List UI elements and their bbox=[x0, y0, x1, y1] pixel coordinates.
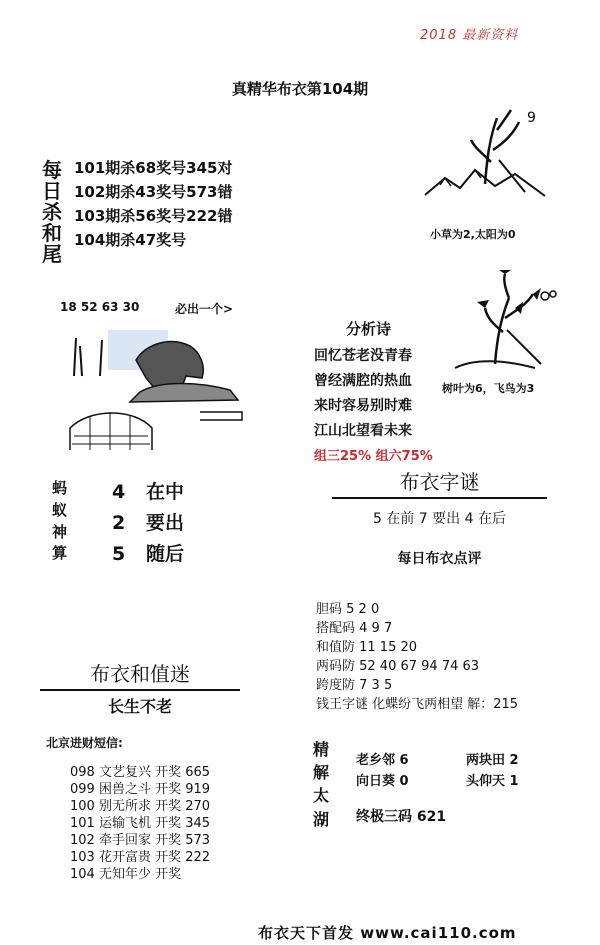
ant-rows bbox=[112, 477, 184, 570]
picture-right-1-caption: 小草为2,太阳为0 bbox=[430, 228, 516, 241]
rock-icon bbox=[130, 384, 238, 403]
daily-kill-label-char: 每 bbox=[42, 158, 62, 182]
review-line: 胆码 5 2 0 bbox=[316, 602, 380, 617]
jingjie-final: 终极三码 621 bbox=[356, 809, 447, 825]
riddle-text: 5 在前 7 要出 4 在后 bbox=[373, 511, 506, 527]
jingjie-clue: 两块田 2 bbox=[466, 753, 519, 768]
hezhi-heading: 布衣和值迷 bbox=[40, 658, 240, 691]
ant-label bbox=[52, 478, 70, 565]
jingjie-clue: 头仰天 1 bbox=[466, 774, 519, 789]
ant-row bbox=[112, 508, 184, 539]
jingjie-row bbox=[356, 771, 576, 792]
beijing-line: 099 困兽之斗 开奖 919 bbox=[70, 782, 211, 797]
review-line: 搭配码 4 9 7 bbox=[316, 621, 393, 636]
review-line: 两码防 52 40 67 94 74 63 bbox=[316, 659, 480, 674]
jingjie-block bbox=[356, 750, 576, 826]
footer-site: 布衣天下首发 www.cai110.com bbox=[258, 924, 517, 942]
branch-icon bbox=[485, 274, 533, 364]
daily-kill-label-char: 杀 bbox=[42, 200, 62, 224]
hezhi-answer: 长生不老 bbox=[107, 697, 172, 716]
daily-kill-label bbox=[42, 160, 64, 265]
jingjie-clue: 向日葵 0 bbox=[356, 774, 409, 789]
beast-caption-hint: 必出一个> bbox=[175, 302, 234, 316]
beast-scene-icon bbox=[60, 316, 250, 450]
daily-kill-label-char: 尾 bbox=[42, 242, 62, 266]
jingjie-clue: 老乡邻 6 bbox=[356, 753, 409, 768]
review-title: 每日布衣点评 bbox=[397, 551, 482, 567]
bird-icon bbox=[541, 292, 549, 300]
jingjie-row bbox=[356, 750, 576, 771]
jingjie-label-char: 太 bbox=[313, 786, 330, 806]
ant-row bbox=[112, 539, 184, 570]
daily-kill-item: 101期杀68奖号345对 bbox=[74, 159, 233, 177]
ant-row bbox=[112, 477, 184, 508]
jingjie-label bbox=[313, 738, 333, 831]
ant-row-number: 4 bbox=[112, 481, 126, 503]
picture-right-2-caption: 树叶为6，飞鸟为3 bbox=[442, 382, 535, 395]
beijing-line: 098 文艺复兴 开奖 665 bbox=[70, 765, 211, 780]
beast-picture bbox=[60, 300, 250, 450]
ant-row-text: 在中 bbox=[146, 481, 185, 503]
poem-line: 曾经满腔的热血 bbox=[314, 373, 412, 389]
poem-line: 回忆苍老没青春 bbox=[314, 348, 412, 364]
poem-note: 组三25% 组六75% bbox=[314, 449, 433, 464]
poem-line: 江山北望看未来 bbox=[314, 423, 412, 439]
ant-label-char: 蚁 bbox=[52, 500, 68, 519]
poem-line: 来时容易别时难 bbox=[314, 398, 412, 414]
beijing-line: 101 运输飞机 开奖 345 bbox=[70, 816, 211, 831]
beijing-line: 103 花开富贵 开奖 222 bbox=[70, 850, 211, 865]
jingjie-label-char: 湖 bbox=[313, 809, 330, 829]
poem-title: 分析诗 bbox=[346, 320, 392, 338]
riddle-heading: 布衣字谜 bbox=[332, 466, 547, 499]
jingjie-label-char: 精 bbox=[313, 740, 330, 759]
ant-row-text: 要出 bbox=[146, 512, 185, 534]
beijing-title: 北京进财短信: bbox=[46, 736, 123, 750]
jingjie-label-char: 解 bbox=[313, 763, 330, 783]
ant-label-char: 蚂 bbox=[52, 479, 68, 497]
daily-kill-item: 103期杀56奖号222错 bbox=[74, 207, 233, 225]
ant-row-number: 5 bbox=[112, 543, 126, 565]
poem-block bbox=[314, 344, 433, 469]
beijing-line: 100 别无所求 开奖 270 bbox=[70, 799, 211, 814]
reeds-icon bbox=[74, 338, 102, 376]
review-line: 钱王字谜 化蝶纷飞两相望 解：215 bbox=[316, 697, 519, 712]
review-list bbox=[316, 600, 518, 714]
beast-caption-numbers: 18 52 63 30 bbox=[60, 300, 140, 314]
tree-sun-picture bbox=[415, 100, 555, 220]
review-line: 和值防 11 15 20 bbox=[316, 640, 418, 655]
daily-kill-item: 102期杀43奖号573错 bbox=[74, 183, 233, 201]
ant-label-char: 神 bbox=[52, 522, 68, 541]
top-note: 2018 最新资料 bbox=[420, 28, 519, 43]
ant-label-char: 算 bbox=[52, 544, 68, 563]
page-title: 真精华布衣第104期 bbox=[231, 80, 369, 98]
daily-kill-list bbox=[74, 156, 233, 252]
sun-mark-icon: 9 bbox=[527, 110, 536, 126]
beijing-line: 104 无知年少 开奖 bbox=[70, 867, 182, 882]
daily-kill-label-char: 和 bbox=[42, 221, 62, 245]
beijing-line: 102 牵手回家 开奖 573 bbox=[70, 833, 211, 848]
tree-bird-picture bbox=[445, 268, 565, 378]
ant-row-text: 随后 bbox=[146, 543, 185, 565]
daily-kill-label-char: 日 bbox=[42, 179, 62, 203]
daily-kill-item: 104期杀47奖号 bbox=[74, 231, 187, 249]
review-line: 跨度防 7 3 5 bbox=[316, 678, 393, 693]
leaf-icon bbox=[477, 270, 541, 314]
ant-row-number: 2 bbox=[112, 512, 126, 534]
beijing-list bbox=[70, 764, 210, 883]
